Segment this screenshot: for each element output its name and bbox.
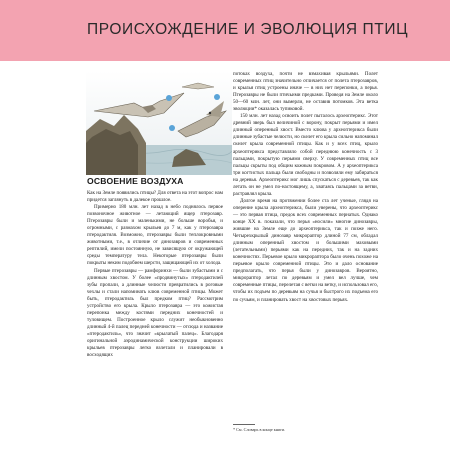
illustration-svg (86, 71, 232, 175)
paragraph: потоках воздуха, почти не взмахивая крыльями. Полет современных птиц значительно отличается от полета птерозавров, и крылья птиц устроены иначе — в них нет перепонки, а перья. Птерозавры не были птичьими предками. Проведя на Земле около 50—60 млн. лет, они вымерли, не оставив потомков. Эта ветка эволюции* оказалась тупиковой. (233, 71, 378, 113)
paragraph: Первые птерозавры — рамфоринхи — были зубастыми и с длинным хвостом. У более «продвинутых» птеродактилей зубы пропали, а длинные челюсти превратились в роговые чехлы и стали напоминать клюв современной птицы. Может быть, птеродактиль был предком птиц? Рассмотрим устройство его крыла. Крыло птерозавра — это кожистая перепонка между костями передних конечностей и туловищем. Построенное крыло служит необыкновенно длинный 4-й палец передней конечности — отсюда и название «птеродактиль», что значит «крылатый палец». Благодаря оригинальной аэродинамической конструкции широких крыльев птерозавры легко взлетали и планировали в восходящих (87, 267, 223, 359)
paragraph: Как на Земле появились птицы? Для ответа на этот вопрос нам придется заглянуть в далекое прошлое. (87, 190, 223, 204)
pterosaur-illustration (86, 71, 232, 175)
paragraph: 150 млн. лет назад освоить полет пыталось археоптерикс. Этот древний зверь был величиной с ворону, покрыт перьями и имел длинный оперенный хвост. Вместо клюва у археоптерикса были длинные зубастые челюсти, но скелет его крыла сильно напоминал скелет крыла современной птицы. Как и у всех птиц, крыло археоптерикса представляло собой переднюю конечность с 3 пальцами, покрытую перьями сверху. У современных птиц все пальцы скрыты под общим кожным покровом. А у археоптерикса три когтистых пальца были свободны и позволяли ему забираться на деревья. Археоптерикс мог лишь спускаться с деревьев, так как летать он не умел по-настоящему, а, хватаясь пальцами за ветви, растравлял крыла. (233, 113, 378, 197)
section-heading: ОСВОЕНИЕ ВОЗДУХА (87, 176, 184, 186)
left-column (87, 190, 223, 359)
page-header (0, 0, 450, 61)
footnote: * См. Словарь в конце книги. (233, 427, 286, 432)
paragraph: Примерно 180 млн. лет назад в небо поднялось первое позвоночное животное — летающий ящер птерозавр. Птерозавры были и маленькими, не больше воробья, и огромными, с размахом крыльев до 7 м, как у птерозавра птеродактиля. Возможно, птерозавры были теплокровными животными, т.е., в отличие от динозавров и современных рептилий, имели постоянную, не зависящую от окружающей среды температуру тела. Некоторые птерозавры были покрыты неким подобием шерсти, защищающей их от холода. (87, 204, 223, 267)
page-title: ПРОИСХОЖДЕНИЕ И ЭВОЛЮЦИЯ ПТИЦ (87, 21, 409, 38)
paragraph: Долгое время на протяжении более ста лет ученые, глядя на оперение крыла археоптерикса, были уверены, что археоптерикс — это первая птица, предок всех современных пернатых. Однако конце XX в. показали, что перья «носили» многие динозавры, жившие на Земле еще до археоптерикса, так и позже него. Четырехкрылый динозавр микрораптор длиной 77 см, обладал длинным оперенный хвостом и большими маховыми (летательными) перьями как на передних, так и на задних конечностях. Перьевое крыло микрораптора было очень похоже на перьевое крыло современной птицы. Это и дало основание предполагать, что перья были у динозавров. Вероятно, микрораптор летал по деревьям и умел вел лучше, чем современные птицы, перелетая с ветки на ветку, и использовал его, чтобы их подъем по деревьям на сучья и быстрого их подъема его по сучьям, и планировать хвост на хвостовых перьях. (233, 197, 378, 303)
right-column (233, 71, 378, 304)
footnote-divider (233, 424, 255, 425)
